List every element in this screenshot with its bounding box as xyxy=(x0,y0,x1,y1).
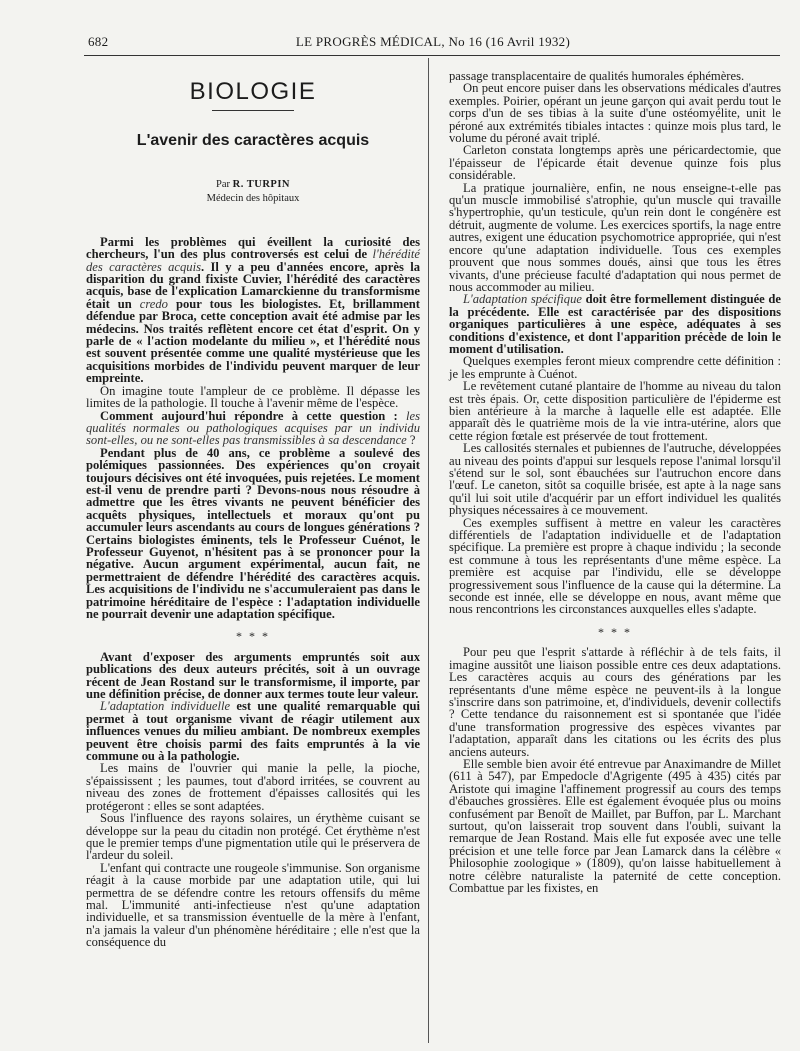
paragraph: Parmi les problèmes qui éveillent la curiosité des chercheurs, l'un des plus controversés est celui de l'hérédité des caractères acquis. Il y a peu d'années encore, après la disparition du grand fixiste Cuvier, l'hérédité des caractères acquis, base de l'explication Lamarckienne du transformisme était un credo pour tous les biologistes. Et, brillamment défendue par Broca, cette conception avait été admise par les médecins. Nos traités reflètent encore cet état d'esprit. On y parle de « l'action modelante du milieu », et l'hérédité nous est souvent présentée comme une qualité mystérieuse que les acquisitions morbides de l'individu peuvent marquer de leur empreinte. xyxy=(86,234,421,386)
paragraph: Carleton constata longtemps après une péricardectomie, que l'épaisseur de l'épicarde était devenue quinze fois plus considérable. xyxy=(449,143,781,183)
author-role: Médecin des hôpitaux xyxy=(206,192,300,204)
byline xyxy=(86,178,420,206)
paragraph: Ces exemples suffisent à mettre en valeur les caractères différentiels de l'adaptation individuelle et de l'adaptation spécifique. La première est propre à chaque individu ; la seconde est commune à tous les représentants d'une même espèce. La première est acquise par l'individu, elle se développe progressivement sous l'influence de la cause qui la détermine. La seconde est innée, elle se développe en nous, avant même que nous rencontrions les circonstances auxquelles elles s'adapte. xyxy=(449,515,781,617)
section-separator: * * * xyxy=(236,629,270,644)
column-divider xyxy=(428,58,429,1043)
author-name: R. TURPIN xyxy=(232,178,291,190)
article-body-left xyxy=(86,236,420,949)
right-column xyxy=(449,70,781,894)
section-separator: * * * xyxy=(598,624,632,639)
paragraph: Les callosités sternales et pubiennes de l'autruche, développées au niveau des points d'appui sur lesquels repose l'animal lorsqu'il s'étend sur le sol, sont ébauchées sur l'autruchon encore dans l'œuf. Le caneton, sitôt sa coquille brisée, est apte à la nage sans qu'il lui soit utile d'acquérir par un effort individuel les qualités physiques nécessaires à ce mouvement. xyxy=(449,441,781,518)
paragraph: Sous l'influence des rayons solaires, un érythème cuisant se développe sur la peau du citadin non protégé. Cet érythème n'est que le premier temps d'une pigmentation utile qui le préservera de l'ardeur du soleil. xyxy=(86,811,420,863)
paragraph: Les mains de l'ouvrier qui manie la pelle, la pioche, s'épaississent ; les paumes, tout d'abord irritées, se couvrent au niveau des zones de frottement d'épaisses callosités qui les protégeront : elles se sont adaptées. xyxy=(86,761,420,813)
paragraph: Elle semble bien avoir été entrevue par Anaximandre de Millet (611 à 547), par Empedocle d'Agrigente (495 à 435) cités par Aristote qui imagine l'affinement progressif au cours des temps d'ébauches grossières. Elle est également évoquée plus ou moins confusément par Benoît de Maillet, par Buffon, par L. Marchant surtout, qu'on laisserait trop souvent dans l'oubli, suivant la remarque de Jean Rostand. Mais elle fut exposée avec une telle précision et une telle force par Jean Lamarck dans la célèbre « Philosophie zoologique » (1809), qu'on laisse habituellement à notre célèbre naturaliste la paternité de cette conception. Combattue par les fixistes, en xyxy=(449,756,781,895)
author-prefix: Par xyxy=(215,178,230,190)
paragraph: Le revêtement cutané plantaire de l'homme au niveau du talon est très épais. Or, cette disposition particulière de l'épiderme est bien antérieure à la marche à laquelle elle est adaptée. Elle apparaît dès le quatrième mois de la vie intra-utérine, alors que cette région fœtale est préservée de tout frottement. xyxy=(449,379,781,443)
page-number: 682 xyxy=(88,34,109,49)
paragraph: passage transplacentaire de qualités humorales éphémères. xyxy=(449,69,745,83)
section-title: BIOLOGIE xyxy=(189,78,317,105)
title-rule xyxy=(212,110,294,111)
paragraph: L'adaptation spécifique doit être formellement distinguée de la précédente. Elle est caractérisée par des dispositions organiques particulières à une espèce, adéquates à ses conditions d'existence, et dont l'apparition précède de loin le moment d'utilisation. xyxy=(449,292,781,356)
header-rule xyxy=(84,55,780,56)
paragraph: Pendant plus de 40 ans, ce problème a soulevé des polémiques passionnées. Des expériences qu'on croyait toujours décisives ont été invoquées, puis rejetées. Le moment est-il venu de prendre parti ? Devons-nous nous résoudre à admettre que les êtres vivants ne peuvent bénéficier des acquêts physiques, intellectuels et moraux qu'ont pu accumuler leurs ascendants au cours de longues générations ? Certains biologistes éminents, tels le Professeur Cuénot, le Professeur Guyenot, n'hésitent pas à se prononcer pour la négative. Aucun argument expérimental, aucun fait, ne permettraient de défendre l'hérédité des caractères acquis. Les acquisitions de l'individu ne s'accumuleraient pas dans le patrimoine héréditaire de l'espèce : l'adaptation individuelle ne pourrait devenir une adaptation spécifique. xyxy=(86,445,420,621)
paragraph: Pour peu que l'esprit s'attarde à réfléchir à de tels faits, il imagine aussitôt une liaison possible entre ces deux adaptations. Les caractères acquis au cours des générations par les représentants d'une même espèce ne peuvent-ils à la longue s'inscrire dans son patrimoine, et, d'individuels, devenir collectifs ? Cette tendance du raisonnement est si spontanée que l'idée d'une transformation progressive des espèces vivantes par l'adaptation, apparaît dans les citations ou les écrits des plus anciens auteurs. xyxy=(449,645,781,759)
paragraph: La pratique journalière, enfin, ne nous enseigne-t-elle pas qu'un muscle immobilisé s'atrophie, qu'un muscle qui travaille s'hypertrophie, qu'un testicule, qu'un rein dont le congénère est détruit, augmente de volume. Les exercices sportifs, la nage entre autres, exigent une éducation psychomotrice appropriée, qui n'est encore qu'une adaptation individuelle. Tous ces exemples prouvent que nous sommes doués, ainsi que tous les êtres vivants, d'une précieuse faculté d'adaptation qui nous permet de nous accommoder au milieu. xyxy=(449,180,781,294)
paragraph: Quelques exemples feront mieux comprendre cette définition : je les emprunte à Cuénot. xyxy=(449,354,781,381)
paragraph: L'enfant qui contracte une rougeole s'immunise. Son organisme réagit à la cause morbide par une adaptation utile, qui lui permettra de se défendre contre les retours offensifs du même mal. L'immunité anti-infectieuse n'est qu'une adaptation individuelle, et sa transmission éventuelle de la mère à l'enfant, n'a jamais la valeur d'un phénomène héréditaire ; elle n'est que la conséquence du xyxy=(86,860,420,950)
article-title: L'avenir des caractères acquis xyxy=(136,132,370,150)
paragraph: On peut encore puiser dans les observations médicales d'autres exemples. Poirier, opérant un jeune garçon qui avait perdu tout le corps d'un de ses tibias à la suite d'une ostéomyélite, unit le péroné aux extrémités tibiales intactes : quinze mois plus tard, le volume du péroné avait triplé. xyxy=(449,81,781,146)
running-title: LE PROGRÈS MÉDICAL, No 16 (16 Avril 1932) xyxy=(295,34,571,49)
paragraph: Comment aujourd'hui répondre à cette question : les qualités normales ou pathologiques acquises par un individu sont-elles, ou ne sont-elles pas transmissibles à sa descendance ? xyxy=(86,408,420,448)
paragraph: On imagine toute l'ampleur de ce problème. Il dépasse les limites de la pathologie. Il touche à l'avenir même de l'espèce. xyxy=(86,383,420,411)
paragraph: L'adaptation individuelle est une qualité remarquable qui permet à tout organisme vivant de réagir utilement aux influences venues du milieu ambiant. De nombreux exemples peuvent être choisis parmi des faits empruntés à la vie commune ou à la pathologie. xyxy=(86,699,420,764)
paragraph: Avant d'exposer des arguments empruntés soit aux publications des deux auteurs précités, soit à un ouvrage récent de Jean Rostand sur le transformisme, il importe, par une définition précise, de donner aux termes toute leur valeur. xyxy=(86,649,420,702)
running-header xyxy=(88,34,778,52)
left-column xyxy=(86,68,420,949)
